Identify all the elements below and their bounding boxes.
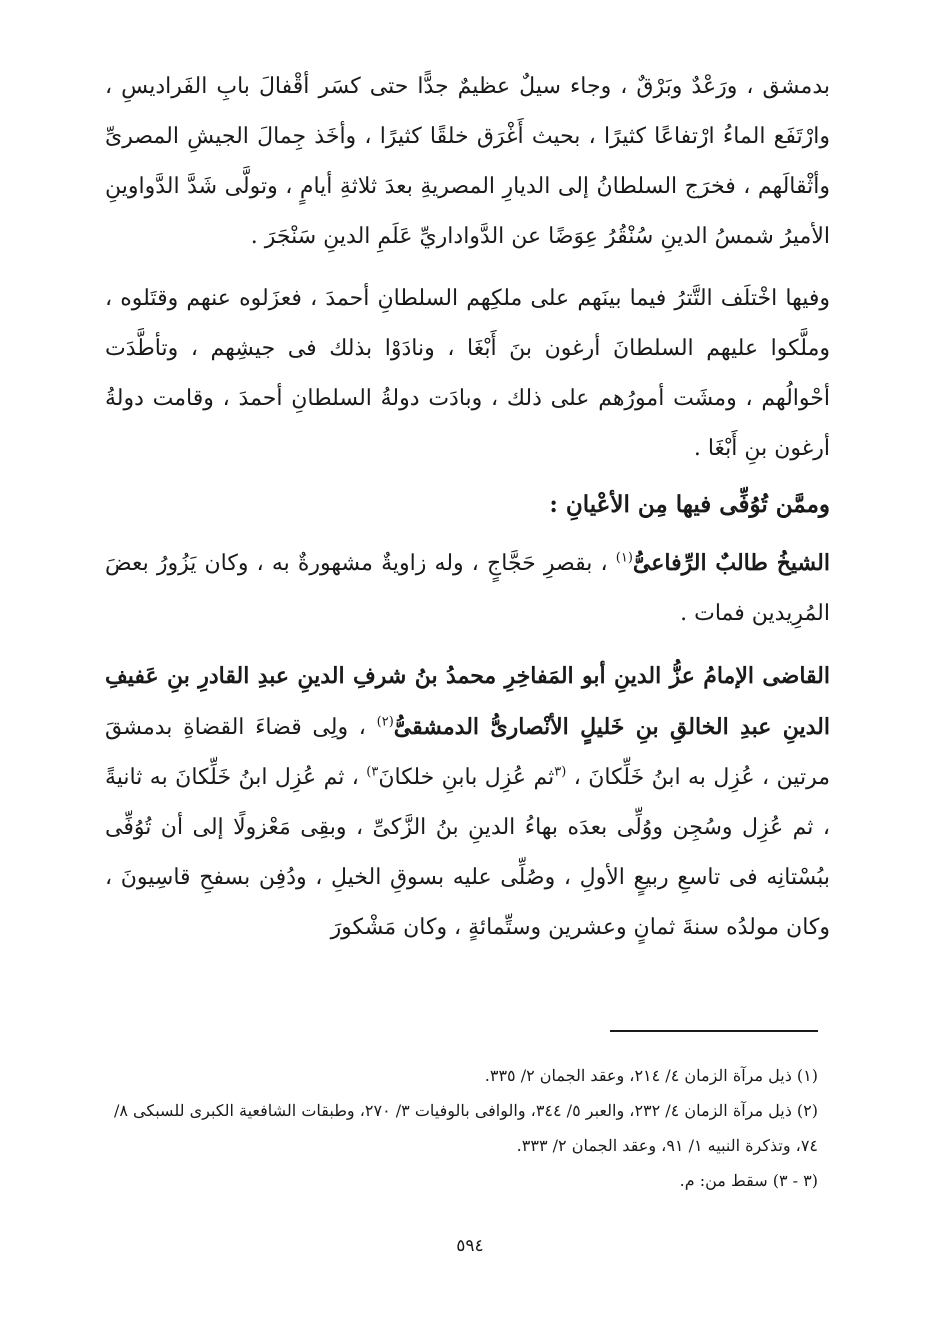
footnote: (١) ذيل مرآة الزمان ٤/ ٢١٤، وعقد الجمان ٢/ ٣٣٥. (484, 1066, 818, 1085)
footnote-separator (610, 1030, 818, 1032)
paragraph-flood: بدمشق ، ورَعْدٌ وبَرْقٌ ، وجاء سيلٌ عظيمٌ جدًّا حتى كسَر أقْفالَ بابِ الفَراديسِ ، وارْتَفَع الماءُ ارْتفاعًا كثيرًا ، بحيث أَغْرَق خلقًا كثيرًا ، وأخَذ جِمالَ الجيشِ المصرىِّ وأثْقالَهم ، فخرَج السلطانُ إلى الديارِ المصريةِ بعدَ ثلاثةِ أيامٍ ، وتولَّى شَدَّ الدَّواوينِ الأميرُ شمسُ الدينِ سُنْقُرُ عِوَضًا عن الدَّواداريِّ عَلَمِ الدينِ سَنْجَرَ . (105, 74, 830, 249)
footnote: (٣ - ٣) سقط من: م. (679, 1171, 818, 1190)
footnote: (٢) ذيل مرآة الزمان ٤/ ٢٣٢، والعبر ٥/ ٣٤٤، والوافى بالوفيات ٣/ ٢٧٠، وطبقات الشافعية الكبرى للسبكى ٨/ ٧٤، وتذكرة النبيه ١/ ٩١، وعقد الجمان ٢/ ٣٣٣. (113, 1101, 818, 1155)
footnotes (110, 1058, 818, 1198)
footnote-ref: (٢) (376, 714, 394, 730)
section-heading: وممَّن تُوُفِّى فيها مِن الأعْيانِ : (549, 491, 830, 518)
paragraph-tatars: وفيها اخْتلَف التَّترُ فيما بينَهم على ملكِهم السلطانِ أحمدَ ، فعزَلوه عنهم وقتَلوه ، وملَّكوا عليهم السلطانَ أرغون بنَ أَبْغَا ، ونادَوْا بذلك فى جيشِهم ، وتأطَّدَت أحْوالُهم ، ومشَت أمورُهم على ذلك ، وبادَت دولةُ السلطانِ أحمدَ ، وقامت دولةُ أرغون بنِ أَبْغَا . (105, 286, 830, 461)
entry-text: ، ثم عُزِل ابنُ خَلِّكانَ به ثانيةً ، ثم عُزِل وسُجِن ووُلِّى بعدَه بهاءُ الدينِ بنُ الزَّكىِّ ، وبقِى مَعْزولًا إلى أن تُوُفِّى ببُسْتانِه فى تاسعِ ربيعٍ الأولِ ، وصُلِّى عليه بسوقِ الخيلِ ، ودُفِن بسفحِ قاسِيونَ ، وكان مولدُه سنةَ ثمانٍ وعشرين وستِّمائةٍ ، وكان مَشْكورَ (105, 765, 830, 940)
entry-name: القاضى الإمامُ عزُّ الدينِ أبو المَفاخِرِ محمدُ بنُ شرفِ الدينِ عبدِ القادرِ بنِ عَفيفِ الدينِ عبدِ الخالقِ بنِ خَليلٍ الأنْصارىُّ الدمشقىُّ (105, 663, 830, 740)
entry-izz-al-din (105, 651, 830, 953)
entry-talib-al-rifai (105, 538, 830, 639)
footnote-ref: (٣ (554, 764, 567, 780)
entry-name: الشيخُ طالبٌ الرِّفاعىُّ (632, 550, 830, 576)
entry-text: ، ولِى قضاءَ القضاةِ بدمشقَ مرتين ، عُزِل به ابنُ خَلِّكانَ ، (105, 715, 830, 790)
page-number: ٥٩٤ (456, 1236, 484, 1256)
entry-text: ثم عُزِل بابنِ خلكانَ (378, 765, 555, 790)
footnote-ref: (١) (615, 550, 633, 566)
footnote-ref: ٣) (366, 764, 379, 780)
entry-text: ، بقصرِ حَجَّاجٍ ، وله زاويةٌ مشهورةٌ به ، وكان يَزُورُ بعضَ المُرِيدين فمات . (105, 551, 830, 626)
